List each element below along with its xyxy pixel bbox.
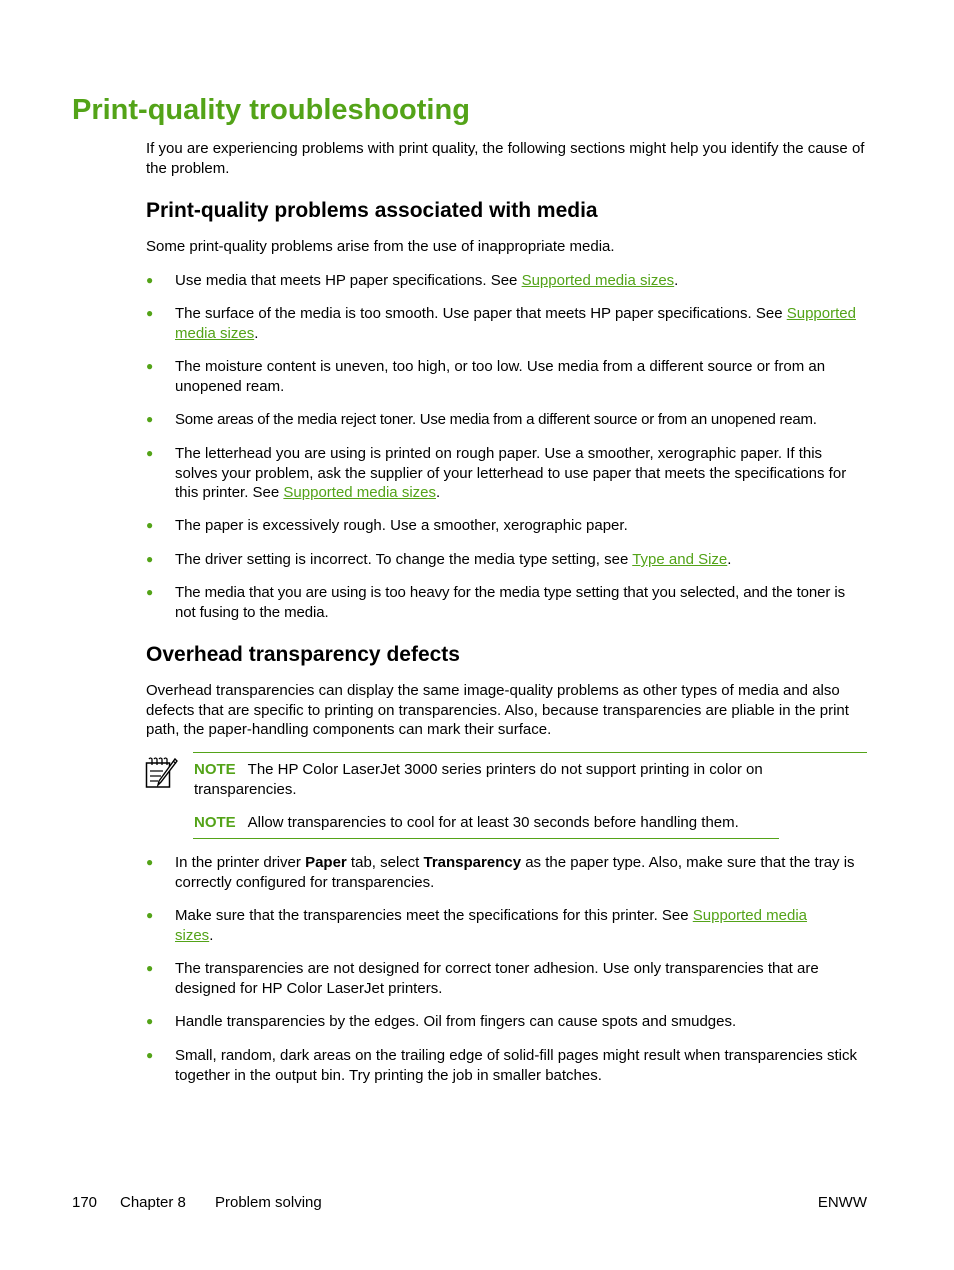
list-item: ● Use media that meets HP paper specifications. See Supported media sizes.	[146, 272, 679, 289]
footer-page-number: 170	[72, 1194, 98, 1211]
footer-chapter: Chapter 8	[120, 1194, 186, 1211]
list-item: ● The paper is excessively rough. Use a smoother, xerographic paper.	[146, 517, 628, 534]
list-item: ● Small, random, dark areas on the trailing edge of solid-fill pages might result when transparencies stick together in the output bin. Try printing the job in smaller batches.	[146, 1047, 858, 1084]
bullet-dot: ●	[146, 1014, 154, 1028]
bullet-dot: ●	[146, 306, 154, 320]
transparency-section-heading: Overhead transparency defects	[146, 643, 460, 666]
supported-media-sizes-link[interactable]: Supported media sizes	[175, 305, 856, 342]
supported-media-sizes-link[interactable]: Supported media sizes	[521, 272, 675, 289]
note-bottom-rule	[193, 838, 779, 839]
footer-section: Problem solving	[215, 1194, 322, 1211]
note-label: NOTE	[194, 761, 236, 778]
note-pad-icon	[145, 757, 179, 789]
bullet-dot: ●	[146, 552, 154, 566]
list-item: ● The surface of the media is too smooth. Use paper that meets HP paper specifications. See Supported media sizes.	[146, 305, 856, 342]
bullet-dot: ●	[146, 1048, 154, 1062]
list-item: ● The moisture content is uneven, too high, or too low. Use media from a different source or from an unopened ream.	[146, 358, 826, 395]
bullet-dot: ●	[146, 855, 154, 869]
list-item: ● The letterhead you are using is printed on rough paper. Use a smoother, xerographic paper. If this solves your problem, ask the supplier of your letterhead to use paper that meets the specifications for this printer. See Supported media sizes.	[146, 445, 847, 501]
intro-paragraph: If you are experiencing problems with print quality, the following sections might help you identify the cause of the problem.	[146, 140, 865, 177]
bullet-dot: ●	[146, 412, 154, 426]
page-title: Print-quality troubleshooting	[72, 94, 470, 126]
bullet-dot: ●	[146, 359, 154, 373]
list-item: ● In the printer driver Paper tab, select Transparency as the paper type. Also, make sure that the tray is correctly configured for transparencies.	[146, 854, 855, 891]
supported-media-sizes-link[interactable]: Supported media sizes	[283, 484, 436, 501]
media-section-intro: Some print-quality problems arise from the use of inappropriate media.	[146, 238, 615, 255]
bullet-dot: ●	[146, 518, 154, 532]
note-1: NOTE The HP Color LaserJet 3000 series printers do not support printing in color on transparencies.	[194, 761, 763, 798]
transparency-section-intro: Overhead transparencies can display the same image-quality problems as other types of media and also defects that are specific to printing on transparencies. Also, because transparencies are pliable in the print path, the paper-handling components can mark their surface.	[146, 682, 849, 738]
media-section-heading: Print-quality problems associated with media	[146, 199, 598, 222]
supported-media-sizes-link[interactable]: Supported media	[692, 907, 808, 924]
note-top-rule	[193, 752, 867, 753]
bullet-dot: ●	[146, 273, 154, 287]
supported-media-sizes-link[interactable]: sizes	[175, 926, 210, 944]
list-item: ● The media that you are using is too heavy for the media type setting that you selected, and the toner is not fusing to the media.	[146, 584, 846, 621]
list-item: ● Some areas of the media reject toner. Use media from a different source or from an unopened ream.	[146, 411, 817, 428]
bullet-dot: ●	[146, 908, 154, 922]
list-item: ● Make sure that the transparencies meet the specifications for this printer. See Supported media sizes.	[146, 907, 808, 944]
list-item: ● Handle transparencies by the edges. Oil from fingers can cause spots and smudges.	[146, 1013, 737, 1030]
bullet-dot: ●	[146, 585, 154, 599]
bullet-dot: ●	[146, 446, 154, 460]
footer-enww: ENWW	[817, 1194, 867, 1211]
note-2: NOTE Allow transparencies to cool for at least 30 seconds before handling them.	[194, 814, 739, 831]
type-and-size-link[interactable]: Type and Size	[632, 551, 728, 568]
list-item: ● The driver setting is incorrect. To change the media type setting, see Type and Size.	[146, 551, 732, 568]
bullet-dot: ●	[146, 961, 154, 975]
note-label: NOTE	[194, 814, 236, 831]
list-item: ● The transparencies are not designed for correct toner adhesion. Use only transparencies that are designed for HP Color LaserJet printers.	[146, 960, 819, 997]
